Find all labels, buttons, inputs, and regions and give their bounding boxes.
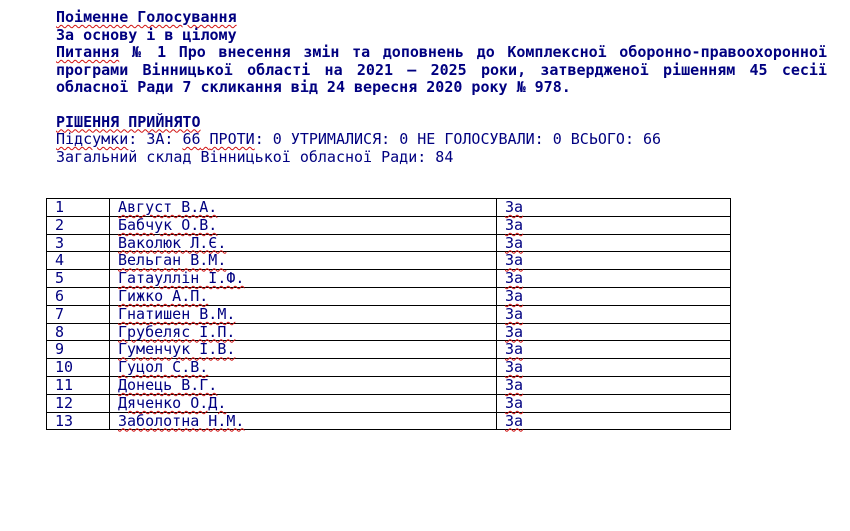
deputy-name-cell bbox=[110, 376, 497, 394]
table-row bbox=[47, 305, 731, 323]
deputy-name: Гатауллін І.Ф. bbox=[118, 269, 245, 288]
question-number: 1 bbox=[157, 43, 167, 61]
deputy-name-cell bbox=[110, 359, 497, 377]
deputy-vote-cell bbox=[497, 323, 731, 341]
table-row bbox=[47, 216, 731, 234]
council-composition bbox=[56, 149, 827, 167]
report-header bbox=[56, 9, 827, 166]
deputy-name: Заболотна Н.М. bbox=[118, 411, 245, 430]
votes-table-body bbox=[47, 199, 731, 430]
deputy-vote: За bbox=[505, 393, 524, 412]
deputy-name: Гнатишен В.М. bbox=[118, 304, 236, 323]
table-row bbox=[47, 341, 731, 359]
deputy-number-cell bbox=[47, 412, 110, 430]
deputy-name: Гижко А.П. bbox=[118, 286, 209, 305]
deputy-name: Донець В.Г. bbox=[118, 375, 218, 394]
deputy-name-cell bbox=[110, 234, 497, 252]
table-row bbox=[47, 376, 731, 394]
deputy-vote: За bbox=[505, 215, 524, 234]
decision-status: РІШЕННЯ ПРИЙНЯТО bbox=[56, 112, 201, 131]
table-row bbox=[47, 270, 731, 288]
deputy-vote: За bbox=[505, 411, 524, 430]
deputy-number: 9 bbox=[55, 340, 65, 359]
deputy-number-cell bbox=[47, 359, 110, 377]
deputy-number-cell bbox=[47, 394, 110, 412]
deputy-number-cell bbox=[47, 270, 110, 288]
deputy-name-cell bbox=[110, 252, 497, 270]
deputy-vote-cell bbox=[497, 412, 731, 430]
deputy-vote-cell bbox=[497, 270, 731, 288]
deputy-vote-cell bbox=[497, 216, 731, 234]
summary-total-label: ВСЬОГО bbox=[570, 130, 625, 148]
summary-not-voted-label: НЕ ГОЛОСУВАЛИ bbox=[417, 130, 535, 148]
deputy-number-cell bbox=[47, 376, 110, 394]
table-row bbox=[47, 199, 731, 217]
deputy-vote: За bbox=[505, 375, 524, 394]
deputy-vote: За bbox=[505, 251, 524, 270]
summary-not-voted-value: 0 bbox=[552, 130, 562, 148]
composition-label: Загальний склад Вінницької обласної Ради: bbox=[56, 147, 427, 166]
deputy-number: 5 bbox=[55, 269, 65, 288]
votes-table bbox=[46, 198, 731, 430]
deputy-name-cell bbox=[110, 394, 497, 412]
deputy-name-cell bbox=[110, 341, 497, 359]
deputy-number-cell bbox=[47, 305, 110, 323]
deputy-vote-cell bbox=[497, 376, 731, 394]
deputy-vote-cell bbox=[497, 252, 731, 270]
deputy-vote: За bbox=[505, 233, 524, 252]
vote-basis: За основу і в цілому bbox=[56, 25, 237, 44]
summary-for-label: ЗА bbox=[146, 130, 165, 148]
summary-total-value: 66 bbox=[643, 130, 662, 148]
deputy-name: Дяченко О.Д. bbox=[118, 393, 227, 412]
deputy-number-cell bbox=[47, 323, 110, 341]
deputy-name-cell bbox=[110, 323, 497, 341]
deputy-name: Гуцол С.В. bbox=[118, 358, 209, 377]
table-row bbox=[47, 287, 731, 305]
composition-value: 84 bbox=[435, 147, 454, 166]
deputy-vote: За bbox=[505, 322, 524, 341]
table-row bbox=[47, 394, 731, 412]
deputy-name: Август В.А. bbox=[118, 198, 218, 216]
deputy-name-cell bbox=[110, 199, 497, 217]
question-sign: № bbox=[131, 43, 145, 61]
question-label: Питання bbox=[56, 43, 120, 61]
summary-abstained-label: УТРИМАЛИСЯ bbox=[290, 130, 382, 148]
summary-label: Підсумки bbox=[56, 130, 129, 148]
deputy-number: 1 bbox=[55, 198, 65, 216]
deputy-number-cell bbox=[47, 199, 110, 217]
deputy-number-cell bbox=[47, 252, 110, 270]
deputy-vote: За bbox=[505, 340, 524, 359]
deputy-vote-cell bbox=[497, 359, 731, 377]
report-title: Поіменне Голосування bbox=[56, 8, 237, 26]
deputy-name-cell bbox=[110, 287, 497, 305]
deputy-name: Бабчук О.В. bbox=[118, 215, 218, 234]
deputy-number-cell bbox=[47, 341, 110, 359]
deputy-name-cell bbox=[110, 270, 497, 288]
deputy-name: Вельган В.М. bbox=[118, 251, 227, 270]
deputy-number: 8 bbox=[55, 322, 65, 341]
deputy-vote-cell bbox=[497, 394, 731, 412]
summary-against-value: 0 bbox=[272, 130, 282, 148]
deputy-vote-cell bbox=[497, 341, 731, 359]
deputy-number-cell bbox=[47, 216, 110, 234]
deputy-vote: За bbox=[505, 198, 524, 216]
summary-for-value: 66 bbox=[182, 130, 201, 148]
deputy-number-cell bbox=[47, 234, 110, 252]
deputy-vote: За bbox=[505, 286, 524, 305]
deputy-vote-cell bbox=[497, 305, 731, 323]
table-row bbox=[47, 359, 731, 377]
deputy-number: 3 bbox=[55, 233, 65, 252]
deputy-name: Гуменчук І.В. bbox=[118, 340, 236, 359]
deputy-vote: За bbox=[505, 304, 524, 323]
deputy-number-cell bbox=[47, 287, 110, 305]
deputy-name: Ваколюк Л.Є. bbox=[118, 233, 227, 252]
table-row bbox=[47, 323, 731, 341]
deputy-number: 7 bbox=[55, 304, 65, 323]
deputy-number: 4 bbox=[55, 251, 65, 270]
deputy-number: 12 bbox=[55, 393, 74, 412]
deputy-name-cell bbox=[110, 216, 497, 234]
table-row bbox=[47, 234, 731, 252]
deputy-number: 10 bbox=[55, 358, 74, 377]
deputy-number: 13 bbox=[55, 411, 74, 430]
deputy-number: 6 bbox=[55, 286, 65, 305]
deputy-vote: За bbox=[505, 269, 524, 288]
deputy-name: Грубеляс І.П. bbox=[118, 322, 236, 341]
vote-summary: Підсумки: ЗА: 66 ПРОТИ: 0 УТРИМАЛИСЯ: 0 НЕ ГОЛОСУВАЛИ: 0 ВСЬОГО: 66 bbox=[56, 130, 662, 148]
deputy-name-cell bbox=[110, 412, 497, 430]
question-text-block bbox=[56, 44, 827, 97]
deputy-vote: За bbox=[505, 358, 524, 377]
summary-against-label: ПРОТИ bbox=[209, 130, 255, 148]
deputy-vote-cell bbox=[497, 234, 731, 252]
deputy-name-cell bbox=[110, 305, 497, 323]
table-row bbox=[47, 252, 731, 270]
deputy-number: 2 bbox=[55, 215, 65, 234]
table-row bbox=[47, 412, 731, 430]
question-text: Про внесення змін та доповнень до Комплексної оборонно-правоохоронної програми Вінницької області на 2021 – 2025 роки, затвердженої рішенням 45 сесії обласної Ради 7 скликання від 24 вересня 2020 року № 978. bbox=[56, 43, 828, 96]
summary-abstained-value: 0 bbox=[399, 130, 409, 148]
deputy-vote-cell bbox=[497, 199, 731, 217]
deputy-number: 11 bbox=[55, 375, 74, 394]
deputy-vote-cell bbox=[497, 287, 731, 305]
